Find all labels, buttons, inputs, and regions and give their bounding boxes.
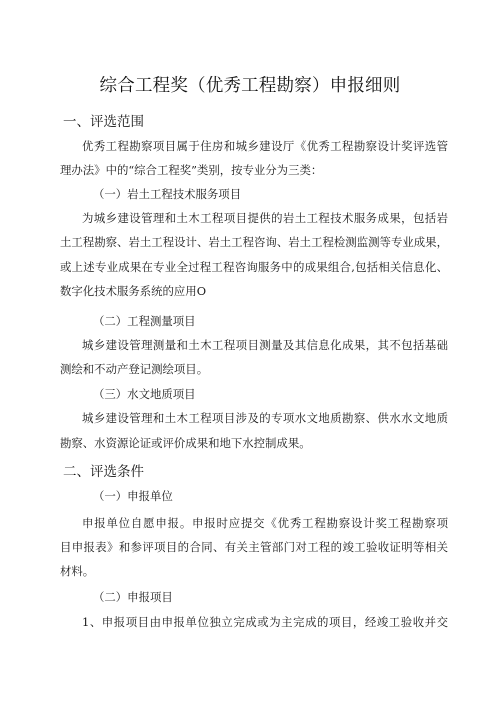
subsection-label: （一）申报单位 — [93, 489, 173, 503]
paragraph-line: 1、申报项目由申报单位独立完成或为主完成的项目，经竣工验收并交 — [82, 615, 448, 629]
paragraph-line: 理办法》中的“综合工程奖”类别，按专业分为三类： — [60, 163, 323, 177]
paragraph-line: 城乡建设管理和土木工程项目涉及的专项水文地质勘察、供水水文地质 — [82, 411, 448, 425]
section-heading-conditions: 二、评选条件 — [63, 464, 144, 480]
section-heading-scope: 一、评选范围 — [63, 114, 144, 130]
paragraph-line: 土工程勘察、岩土工程设计、岩土工程咨询、岩土工程检测监测等专业成果， — [60, 235, 448, 249]
subsection-label: （三）水文地质项目 — [93, 387, 196, 401]
subsection-label: （二）工程测量项目 — [93, 314, 196, 328]
paragraph-line: 申报单位自愿申报。申报时应提交《优秀工程勘察设计奖工程勘察项 — [82, 516, 448, 530]
paragraph-line: 勘察、水资源论证或评价成果和地下水控制成果。 — [60, 436, 311, 450]
paragraph-line: 优秀工程勘察项目属于住房和城乡建设厅《优秀工程勘察设计奖评选管 — [82, 139, 448, 153]
paragraph-line: 测绘和不动产登记测绘项目。 — [60, 362, 209, 376]
paragraph-line: 为城乡建设管理和土木工程项目提供的岩土工程技术服务成果，包括岩 — [82, 211, 448, 225]
paragraph-line: 或上述专业成果在专业全过程工程咨询服务中的成果组合,包括相关信息化、 — [60, 260, 448, 274]
document-title: 综合工程奖（优秀工程勘察）申报细则 — [99, 76, 401, 96]
subsection-label: （一）岩土工程技术服务项目 — [93, 187, 242, 201]
subsection-label: （二）申报项目 — [93, 590, 173, 604]
paragraph-line: 材料。 — [60, 564, 95, 578]
paragraph-line: 目申报表》和参评项目的合同、有关主管部门对工程的竣工验收证明等相关 — [60, 540, 448, 554]
paragraph-line: 数字化技术服务系统的应用O — [60, 284, 207, 298]
paragraph-line: 城乡建设管理测量和土木工程项目测量及其信息化成果，其不包括基础 — [82, 338, 448, 352]
